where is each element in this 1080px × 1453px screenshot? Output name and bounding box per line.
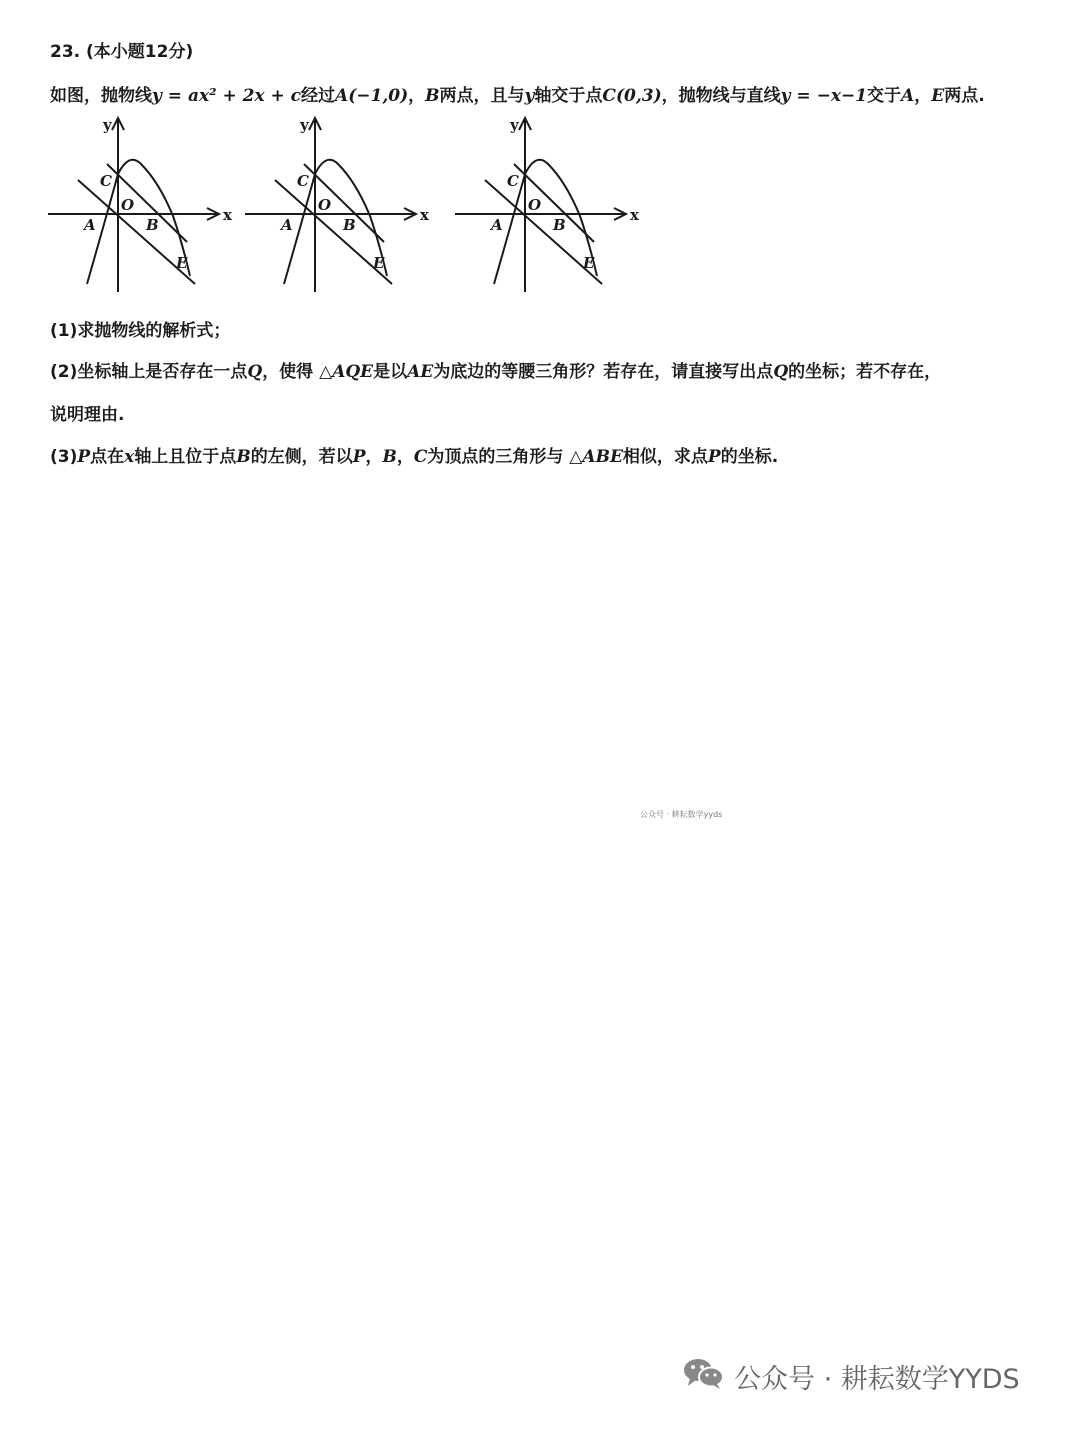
- footer-watermark: [682, 1356, 1020, 1397]
- point-a: A(−1,0): [335, 86, 409, 106]
- q3-text: ，: [396, 447, 414, 467]
- label-e: E: [373, 254, 385, 272]
- line-equation: y = −x−1: [780, 86, 868, 106]
- q2-text: ，使得 △: [262, 362, 333, 382]
- stem-text: ，: [408, 86, 426, 106]
- label-b: B: [146, 216, 159, 234]
- q2-text: 是以: [373, 362, 408, 382]
- stem-text: 交于: [867, 86, 902, 106]
- label-y: y: [103, 116, 112, 134]
- label-y: y: [300, 116, 309, 134]
- label-x: x: [630, 206, 639, 224]
- label-c: C: [507, 172, 519, 190]
- label-c: C: [100, 172, 112, 190]
- point-q: Q: [773, 362, 789, 382]
- stem-text: ，抛物线与直线: [661, 86, 781, 106]
- point-p: P: [77, 447, 91, 467]
- label-a: A: [281, 216, 293, 234]
- label-x: x: [420, 206, 429, 224]
- problem-stem: [50, 81, 985, 106]
- label-c: C: [297, 172, 309, 190]
- label-o: O: [318, 196, 332, 214]
- y-var: y: [524, 86, 535, 106]
- label-b: B: [343, 216, 356, 234]
- figure-2: [242, 112, 442, 297]
- question-1: (1)求抛物线的解析式；: [50, 321, 231, 341]
- label-o: O: [121, 196, 135, 214]
- point-q: Q: [247, 362, 263, 382]
- figure-1: [45, 112, 245, 297]
- question-3: [50, 442, 778, 467]
- label-o: O: [528, 196, 542, 214]
- point-b: B: [382, 447, 397, 467]
- q3-text: 的左侧，若以: [250, 447, 353, 467]
- question-2: [50, 357, 941, 382]
- stem-text: 如图，抛物线: [50, 86, 152, 106]
- q3-text: 相似，求点: [622, 447, 708, 467]
- point-b: B: [425, 86, 440, 106]
- figure-3: [452, 112, 652, 297]
- triangle-abe: ABE: [582, 447, 623, 467]
- q3-text: 轴上且位于点: [134, 447, 237, 467]
- q3-text: ，: [365, 447, 383, 467]
- label-e: E: [583, 254, 595, 272]
- q2-text: 的坐标；若不存在，: [788, 362, 942, 382]
- segment-ae: AE: [407, 362, 434, 382]
- point-p: P: [352, 447, 366, 467]
- label-y: y: [510, 116, 519, 134]
- footer-label: 公众号 · 耕耘数学YYDS: [734, 1364, 1020, 1395]
- stem-text: 两点，且与: [439, 86, 525, 106]
- x-var: x: [124, 447, 135, 467]
- point-c: C(0,3): [602, 86, 662, 106]
- point-c: C: [413, 447, 428, 467]
- point-p: P: [707, 447, 721, 467]
- q2-text: 为底边的等腰三角形？若存在，请直接写出点: [433, 362, 774, 382]
- parabola-equation: y = ax² + 2x + c: [152, 86, 302, 106]
- q3-text: 为顶点的三角形与 △: [427, 447, 583, 467]
- label-b: B: [553, 216, 566, 234]
- label-a: A: [491, 216, 503, 234]
- point-e-label: E: [931, 86, 945, 106]
- wechat-icon: [682, 1356, 726, 1397]
- q3-text: (3): [50, 447, 78, 467]
- triangle-aqe: AQE: [332, 362, 374, 382]
- stem-text: 轴交于点: [534, 86, 603, 106]
- q2-text: (2)坐标轴上是否存在一点: [50, 362, 248, 382]
- problem-header: 23. (本小题12分): [50, 42, 194, 62]
- label-e: E: [176, 254, 188, 272]
- question-2-continued: 说明理由.: [50, 405, 125, 425]
- watermark-small: 公众号 · 耕耘数学yyds: [640, 810, 723, 819]
- stem-text: 两点.: [944, 86, 985, 106]
- label-a: A: [84, 216, 96, 234]
- point-b: B: [236, 447, 251, 467]
- label-x: x: [223, 206, 232, 224]
- q3-text: 的坐标.: [720, 447, 779, 467]
- stem-text: ，: [914, 86, 932, 106]
- q3-text: 点在: [90, 447, 125, 467]
- point-a-label: A: [901, 86, 915, 106]
- stem-text: 经过: [301, 86, 336, 106]
